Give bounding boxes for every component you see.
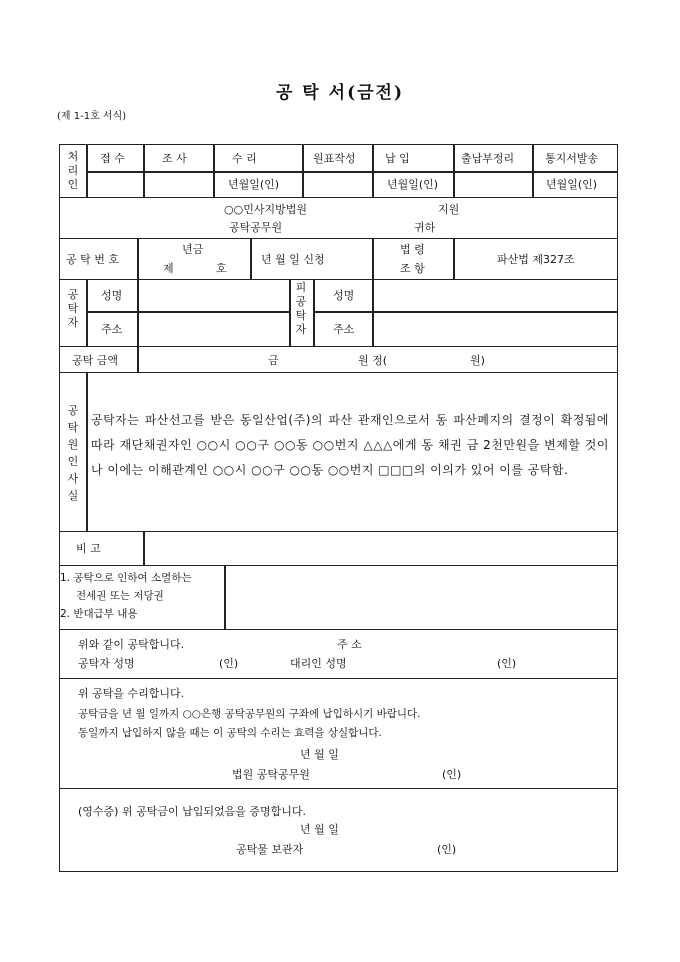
divider — [224, 565, 226, 630]
statement-seal2: (인) — [497, 657, 517, 670]
document-title: 공 탁 서(금전) — [275, 83, 405, 103]
court-name: ○○민사지방법원 — [224, 203, 307, 216]
notice-date: 년월일(인) — [546, 178, 598, 191]
receipt-line1: (영수증) 위 공탁금이 납입되었음을 증명합니다. — [78, 805, 306, 818]
divider — [372, 238, 374, 280]
receipt-seal: (인) — [437, 843, 457, 856]
divider — [250, 238, 252, 280]
divider — [86, 279, 88, 347]
extinguish-line3: 2. 반대급부 내용 — [60, 608, 138, 620]
divider — [86, 372, 88, 532]
clause-label: 조 항 — [400, 262, 425, 275]
officer-label: 공탁공무원 — [229, 221, 283, 234]
divider — [137, 279, 139, 347]
apply-date-label: 년 월 일 신청 — [261, 253, 325, 266]
header-payment: 납 입 — [385, 152, 410, 165]
header-notice-send: 통지서발송 — [545, 152, 599, 165]
divider — [86, 311, 289, 313]
law-value: 파산법 제327조 — [497, 253, 575, 266]
honorific-label: 귀하 — [414, 221, 436, 234]
divider — [143, 531, 145, 566]
depositor-address-label: 주소 — [101, 323, 123, 336]
divider — [313, 311, 618, 313]
processing-side-label: 처리인 — [67, 150, 79, 191]
deposit-number-label: 공 탁 번 호 — [66, 253, 119, 266]
header-ledger-arrange: 출납부정리 — [461, 152, 515, 165]
acceptance-line3: 동일까지 납입하지 않을 때는 이 공탁의 수리는 효력을 상실합니다. — [78, 727, 382, 739]
header-investigate: 조 사 — [162, 152, 187, 165]
law-label: 법 령 — [400, 243, 425, 256]
statement-section — [59, 629, 618, 679]
statement-address-label: 주 소 — [337, 638, 362, 651]
header-ledger-create: 원표작성 — [313, 152, 356, 165]
acceptance-date: 년 월 일 — [300, 748, 339, 761]
depositee-side-label: 피공탁자 — [295, 281, 307, 336]
header-receipt: 접 수 — [100, 152, 125, 165]
acceptance-officer: 법원 공탁공무원 — [232, 768, 310, 781]
statement-line1: 위와 같이 공탁합니다. — [78, 638, 185, 651]
amount-won-jeong: 원 정( — [358, 354, 388, 367]
year-label: 년금 — [182, 243, 204, 256]
acceptance-line2: 공탁금을 년 월 일까지 ○○은행 공탁공무원의 구좌에 납입하시기 바랍니다. — [78, 708, 421, 720]
statement-agent-name: 대리인 성명 — [290, 657, 347, 670]
ho-label: 호 — [216, 262, 227, 275]
je-label: 제 — [163, 262, 174, 275]
statement-seal1: (인) — [219, 657, 239, 670]
amount-row — [59, 346, 618, 373]
branch-label: 지원 — [438, 203, 460, 216]
divider — [137, 346, 139, 373]
divider — [313, 279, 315, 347]
depositee-name-label: 성명 — [333, 289, 355, 302]
amount-label: 공탁 금액 — [72, 354, 119, 367]
depositor-name-label: 성명 — [101, 289, 123, 302]
extinguish-line1: 1. 공탁으로 인하여 소멸하는 — [60, 572, 192, 584]
addressee-section — [59, 197, 618, 239]
receipt-date: 년 월 일 — [300, 823, 339, 836]
extinguish-line2: 전세권 또는 저당권 — [76, 590, 164, 602]
amount-won-close: 원) — [470, 354, 485, 367]
acceptance-seal: (인) — [442, 768, 462, 781]
receipt-keeper: 공탁물 보관자 — [236, 843, 304, 856]
accept-date: 년월일(인) — [228, 178, 280, 191]
payment-date: 년월일(인) — [387, 178, 439, 191]
header-accept: 수 리 — [232, 152, 257, 165]
acceptance-line1: 위 공탁을 수리합니다. — [78, 687, 185, 700]
cause-side-label: 공탁원인사실 — [67, 404, 79, 502]
remarks-label: 비 고 — [76, 542, 101, 555]
depositor-side-label: 공탁자 — [67, 288, 79, 329]
divider — [137, 238, 139, 280]
form-number: (제 1-1호 서식) — [57, 111, 127, 122]
divider — [453, 238, 455, 280]
amount-gold: 금 — [268, 354, 279, 367]
divider — [372, 279, 374, 347]
divider — [86, 171, 618, 173]
depositee-address-label: 주소 — [333, 323, 355, 336]
cause-text: 공탁자는 파산선고를 받은 동일산업(주)의 파산 관재인으로서 동 파산폐지의 결정이 확정됨에 따라 재단채권자인 ○○시 ○○구 ○○동 ○○번지 △△△에게 동 채권 금 2천만원을 변제할 것이나 이에는 이해관계인 ○○시 ○○구 ○○동 ○○번지 □□□의 이의가 있어 이를 공탁함. — [91, 413, 609, 477]
statement-depositor-name: 공탁자 성명 — [78, 657, 135, 670]
